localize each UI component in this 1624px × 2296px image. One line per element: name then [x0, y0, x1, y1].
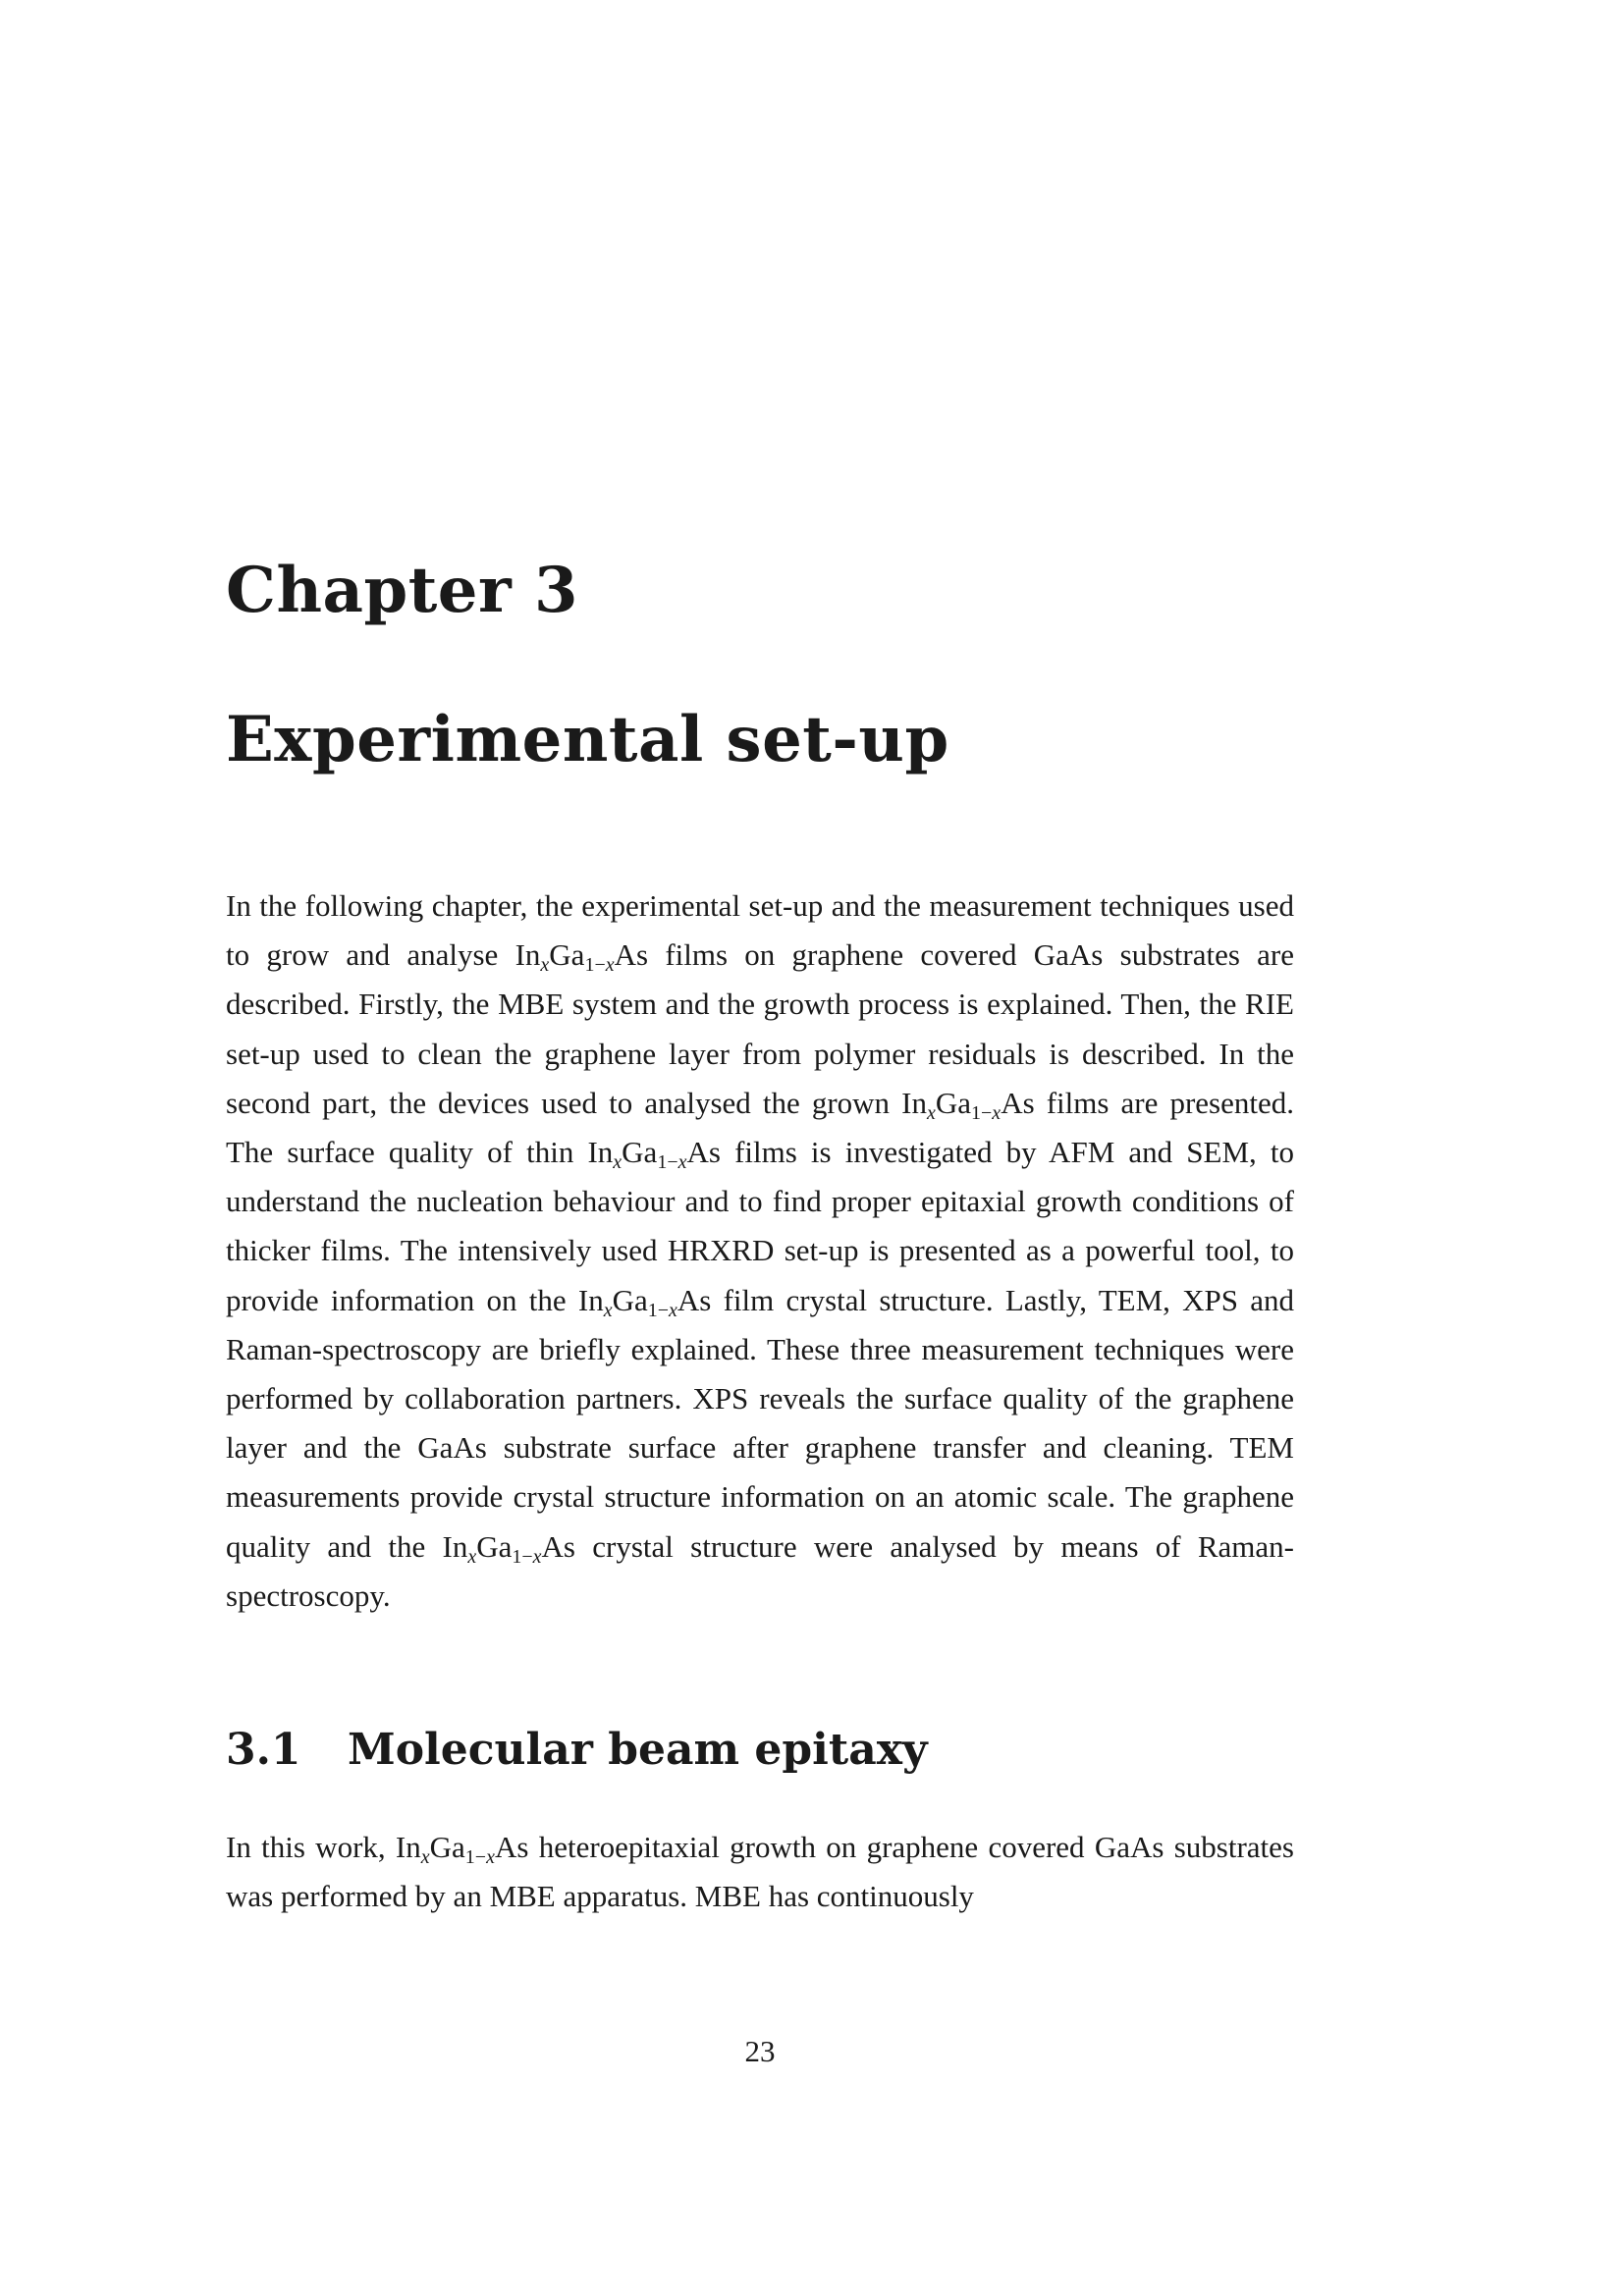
subscript: x	[603, 1299, 613, 1321]
subscript: x	[926, 1101, 936, 1124]
subscript: x	[467, 1545, 477, 1568]
page-content	[226, 554, 1295, 1921]
section-title: Molecular beam epitaxy	[348, 1725, 928, 1776]
subscript: 1−x	[657, 1151, 687, 1174]
chapter-label: Chapter 3	[226, 554, 578, 627]
subscript: 1−x	[464, 1846, 495, 1869]
section-paragraph: In this work, $In_xGa_{1-x}As$ heteroepitaxial growth on graphene covered GaAs substrates was performed by an MBE apparatus. MBE has continuously	[226, 1830, 1294, 1914]
section-heading	[226, 1725, 1294, 1776]
section-number: 3.1	[226, 1725, 301, 1776]
chapter-title: Experimental set-up	[226, 703, 949, 776]
subscript: 1−x	[971, 1101, 1001, 1124]
subscript: 1−x	[584, 954, 615, 977]
page-number: 23	[744, 2034, 776, 2068]
subscript: 1−x	[512, 1545, 542, 1568]
subscript: x	[540, 954, 550, 977]
subscript: x	[420, 1846, 430, 1869]
subscript: 1−x	[647, 1299, 677, 1321]
intro-paragraph: In the following chapter, the experimental set-up and the measurement techniques used to grow and analyse $In_xGa_{1-x}As$ films on graphene covered GaAs substrates are described. Firstly, the MBE system and the growth process is explained. Then, the RIE set-up used to clean the graphene layer from polymer residuals is described. In the second part, the devices used to analysed the grown $In_xGa_{1-x}As$ films are presented. The surface quality of thin $In_xGa_{1-x}As$ films is investigated by AFM and SEM, to understand the nucleation behaviour and to find proper epitaxial growth conditions of thicker films. The intensively used HRXRD set-up is presented as a powerful tool, to provide information on the $In_xGa_{1-x}As$ film crystal structure. Lastly, TEM, XPS and Raman-spectroscopy are briefly explained. These three measurement techniques were performed by collaboration partners. XPS reveals the surface quality of the graphene layer and the GaAs substrate surface after graphene transfer and cleaning. TEM measurements provide crystal structure information on an atomic scale. The graphene quality and the $In_xGa_{1-x}As$ crystal structure were analysed by means of Raman-spectroscopy.	[226, 888, 1295, 1613]
subscript: x	[613, 1151, 623, 1174]
